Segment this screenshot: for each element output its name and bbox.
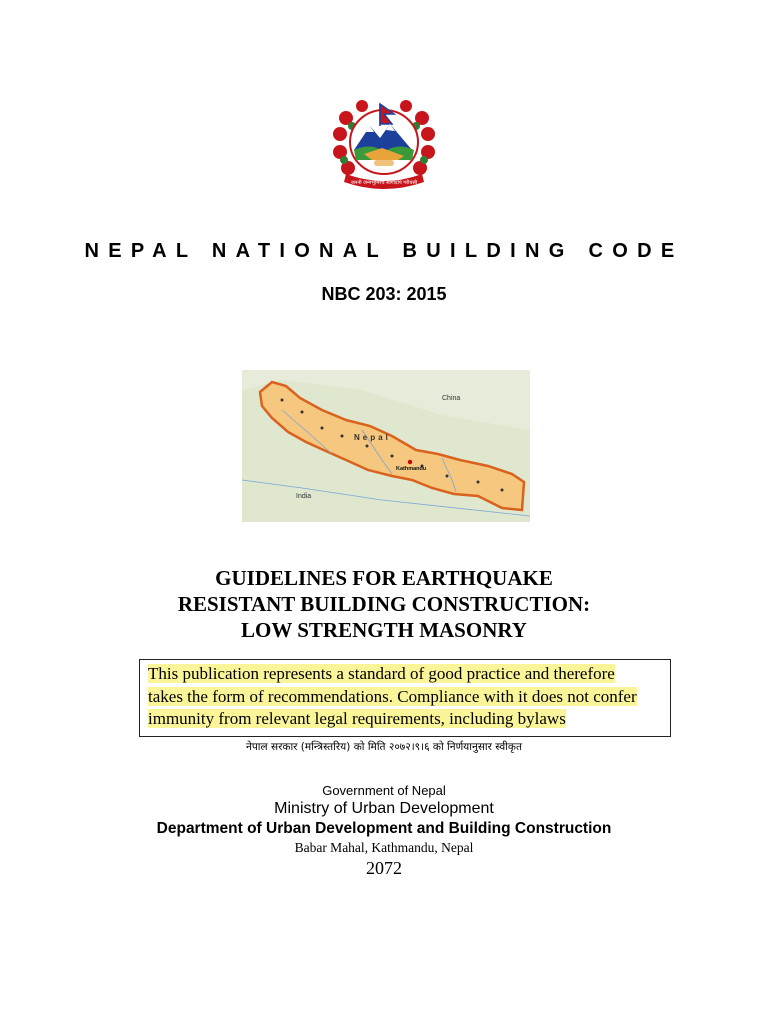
disclaimer-line-2: takes the form of recommendations. Compliance with it does not confer [148,686,637,706]
map-label-kathmandu: Kathmandu [396,466,427,472]
code-title: NEPAL NATIONAL BUILDING CODE [84,240,684,262]
main-title-line-3: LOW STRENGTH MASONRY [241,618,527,642]
disclaimer-line-3: immunity from relevant legal requirements, including bylaws [148,709,566,728]
code-number: NBC 203: 2015 [321,284,447,304]
disclaimer-line-1: This publication represents a standard of good practice and therefore [148,664,615,683]
map-label-nepal: Nepal [354,433,391,442]
nepal-emblem-logo [332,96,436,192]
nepal-map [242,370,530,522]
main-title-line-1: GUIDELINES FOR EARTHQUAKE [215,566,553,590]
main-title [0,565,768,643]
issuer-block [0,782,768,880]
map-label-china: China [442,395,461,402]
issuer-department: Department of Urban Development and Building Construction [156,820,612,837]
svg-text:जननी जन्मभूमिश्च स्वर्गादपि गर: जननी जन्मभूमिश्च स्वर्गादपि गरीयसी [350,180,418,186]
issuer-year: 2072 [366,858,402,878]
disclaimer-box [139,659,671,737]
issuer-ministry: Ministry of Urban Development [274,800,494,817]
map-label-india: India [296,493,312,500]
issuer-government: Government of Nepal [322,783,446,798]
main-title-line-2: RESISTANT BUILDING CONSTRUCTION: [177,592,591,616]
issuer-address: Babar Mahal, Kathmandu, Nepal [294,840,474,855]
nepali-approval-note: नेपाल सरकार (मन्त्रिस्तरिय) को मिति २०७२।९।६ को निर्णयानुसार स्वीकृत [246,741,522,753]
